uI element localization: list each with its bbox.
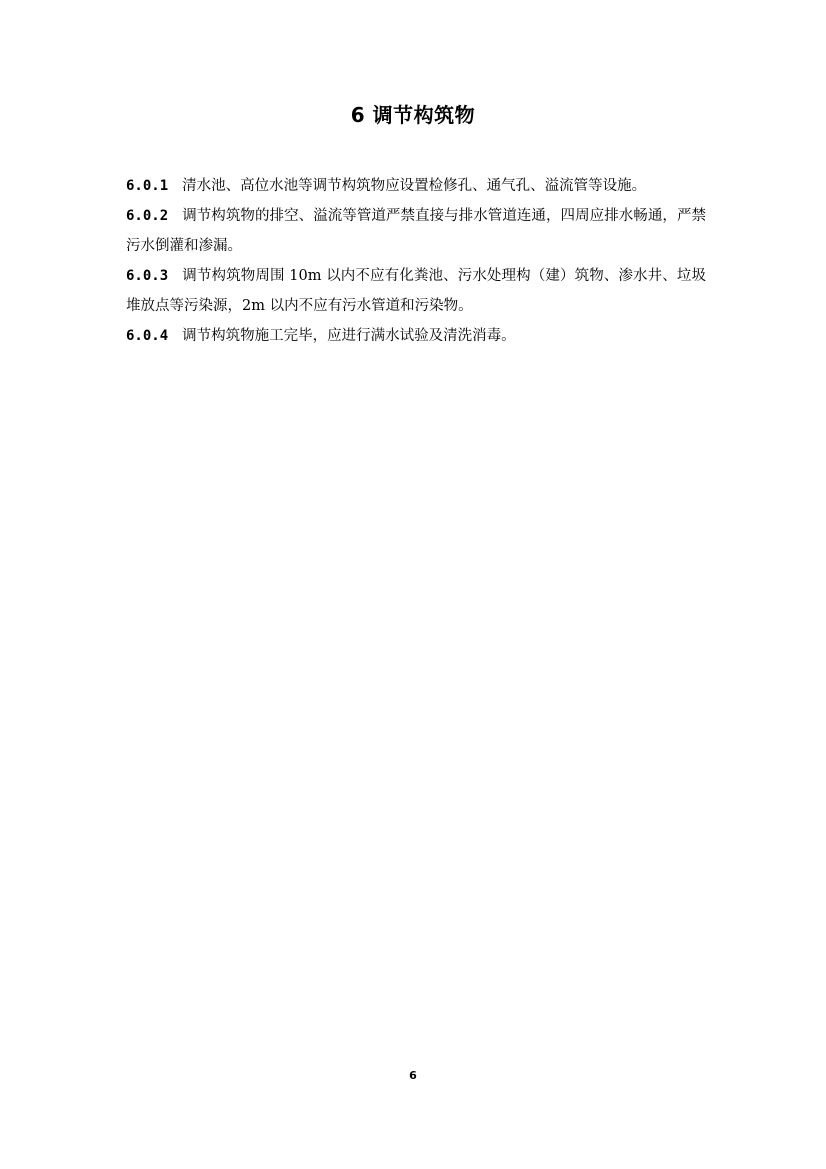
clause-6-0-1 [126, 171, 706, 201]
clause-number: 6.0.3 [126, 268, 169, 284]
clause-6-0-2 [126, 201, 706, 261]
page-number: 6 [409, 1069, 417, 1082]
clause-number: 6.0.1 [126, 178, 169, 194]
clause-text: 调节构筑物施工完毕，应进行满水试验及清洗消毒。 [182, 328, 516, 344]
clause-number: 6.0.2 [126, 208, 169, 224]
clause-text: 调节构筑物的排空、溢流等管道严禁直接与排水管道连通，四周应排水畅通，严禁污水倒灌和渗漏。 [126, 208, 706, 254]
clause-6-0-3 [126, 261, 706, 321]
clause-6-0-4 [126, 321, 706, 351]
clause-text: 调节构筑物周围 10m 以内不应有化粪池、污水处理构（建）筑物、渗水井、垃圾堆放点等污染源，2m 以内不应有污水管道和污染物。 [126, 268, 706, 314]
clause-list [126, 171, 706, 351]
page-title: 6 调节构筑物 [350, 103, 476, 127]
clause-number: 6.0.4 [126, 328, 169, 344]
clause-text: 清水池、高位水池等调节构筑物应设置检修孔、通气孔、溢流管等设施。 [182, 178, 647, 194]
